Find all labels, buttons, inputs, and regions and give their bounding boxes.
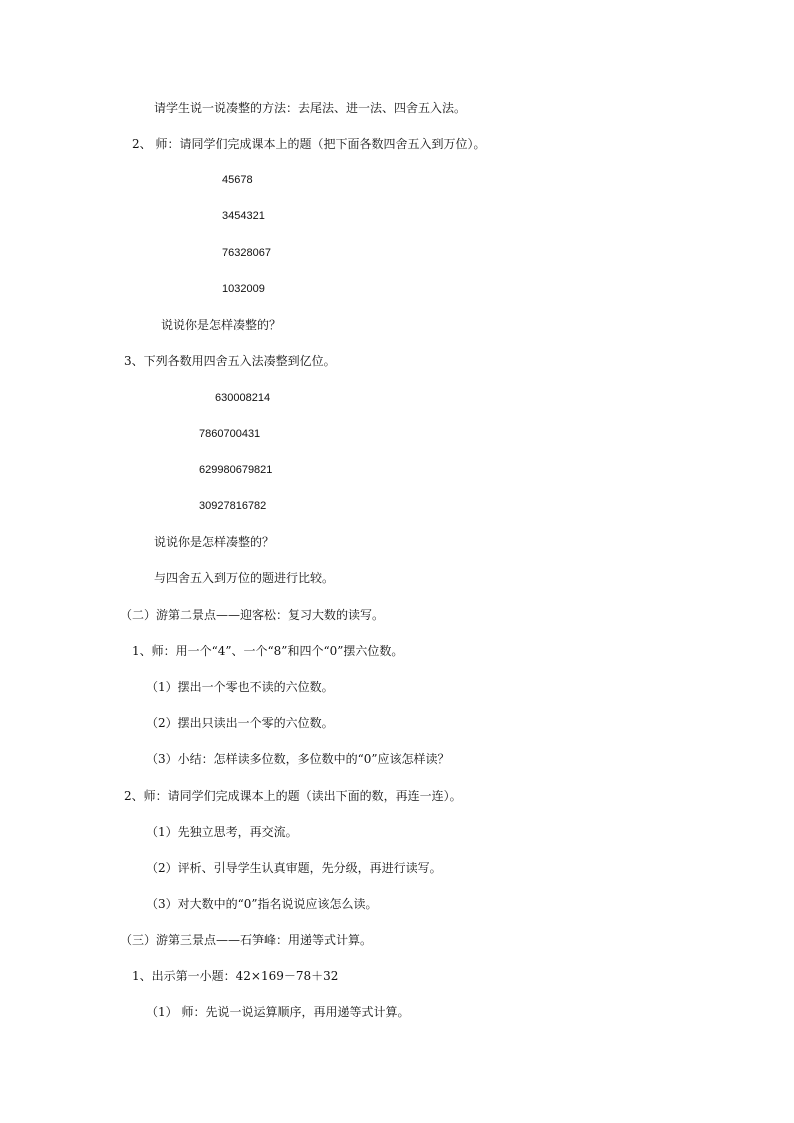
text-line-sub-item: （3）对大数中的“0”指名说说应该怎么读。	[146, 897, 378, 911]
text-line-sub-item: （3）小结：怎样读多位数，多位数中的“0”应该怎样读？	[146, 752, 450, 766]
text-line-sub-item: （1） 师：先说一说运算顺序，再用递等式计算。	[146, 1005, 410, 1019]
number-item: 3454321	[222, 210, 265, 222]
text-line-rounding-methods: 请学生说一说凑整的方法：去尾法、进一法、四舍五入法。	[154, 101, 467, 115]
text-line-question: 说说你是怎样凑整的？	[161, 318, 282, 332]
number-item: 45678	[222, 174, 253, 186]
number-item: 630008214	[215, 392, 271, 404]
number-item: 1032009	[222, 283, 265, 295]
text-line-task-1: 1、师：用一个“4”、一个“8”和四个“0”摆六位数。	[132, 644, 404, 658]
text-line-task-2: 2、 师：请同学们完成课本上的题（把下面各数四舍五入到万位）。	[132, 137, 486, 151]
section-heading-three: （三）游第三景点——石笋峰：用递等式计算。	[120, 933, 373, 947]
text-line-sub-item: （1）摆出一个零也不读的六位数。	[146, 680, 334, 694]
text-line-task-3: 3、下列各数用四舍五入法凑整到亿位。	[124, 354, 336, 368]
text-line-task-2b: 2、师：请同学们完成课本上的题（读出下面的数，再连一连）。	[124, 789, 462, 803]
text-line-sub-item: （1）先独立思考，再交流。	[146, 825, 298, 839]
number-item: 30927816782	[199, 500, 267, 512]
number-item: 629980679821	[199, 464, 273, 476]
text-line-sub-item: （2）评析、引导学生认真审题，先分级，再进行读写。	[146, 861, 442, 875]
section-heading-two: （二）游第二景点——迎客松：复习大数的读写。	[120, 608, 385, 622]
text-line-task-1b: 1、出示第一小题：42×169－78＋32	[132, 969, 339, 983]
number-item: 7860700431	[199, 428, 261, 440]
text-line-question: 说说你是怎样凑整的？	[154, 535, 275, 549]
text-line-sub-item: （2）摆出只读出一个零的六位数。	[146, 716, 334, 730]
number-item: 76328067	[222, 247, 271, 259]
text-line-compare: 与四舍五入到万位的题进行比较。	[154, 571, 335, 585]
